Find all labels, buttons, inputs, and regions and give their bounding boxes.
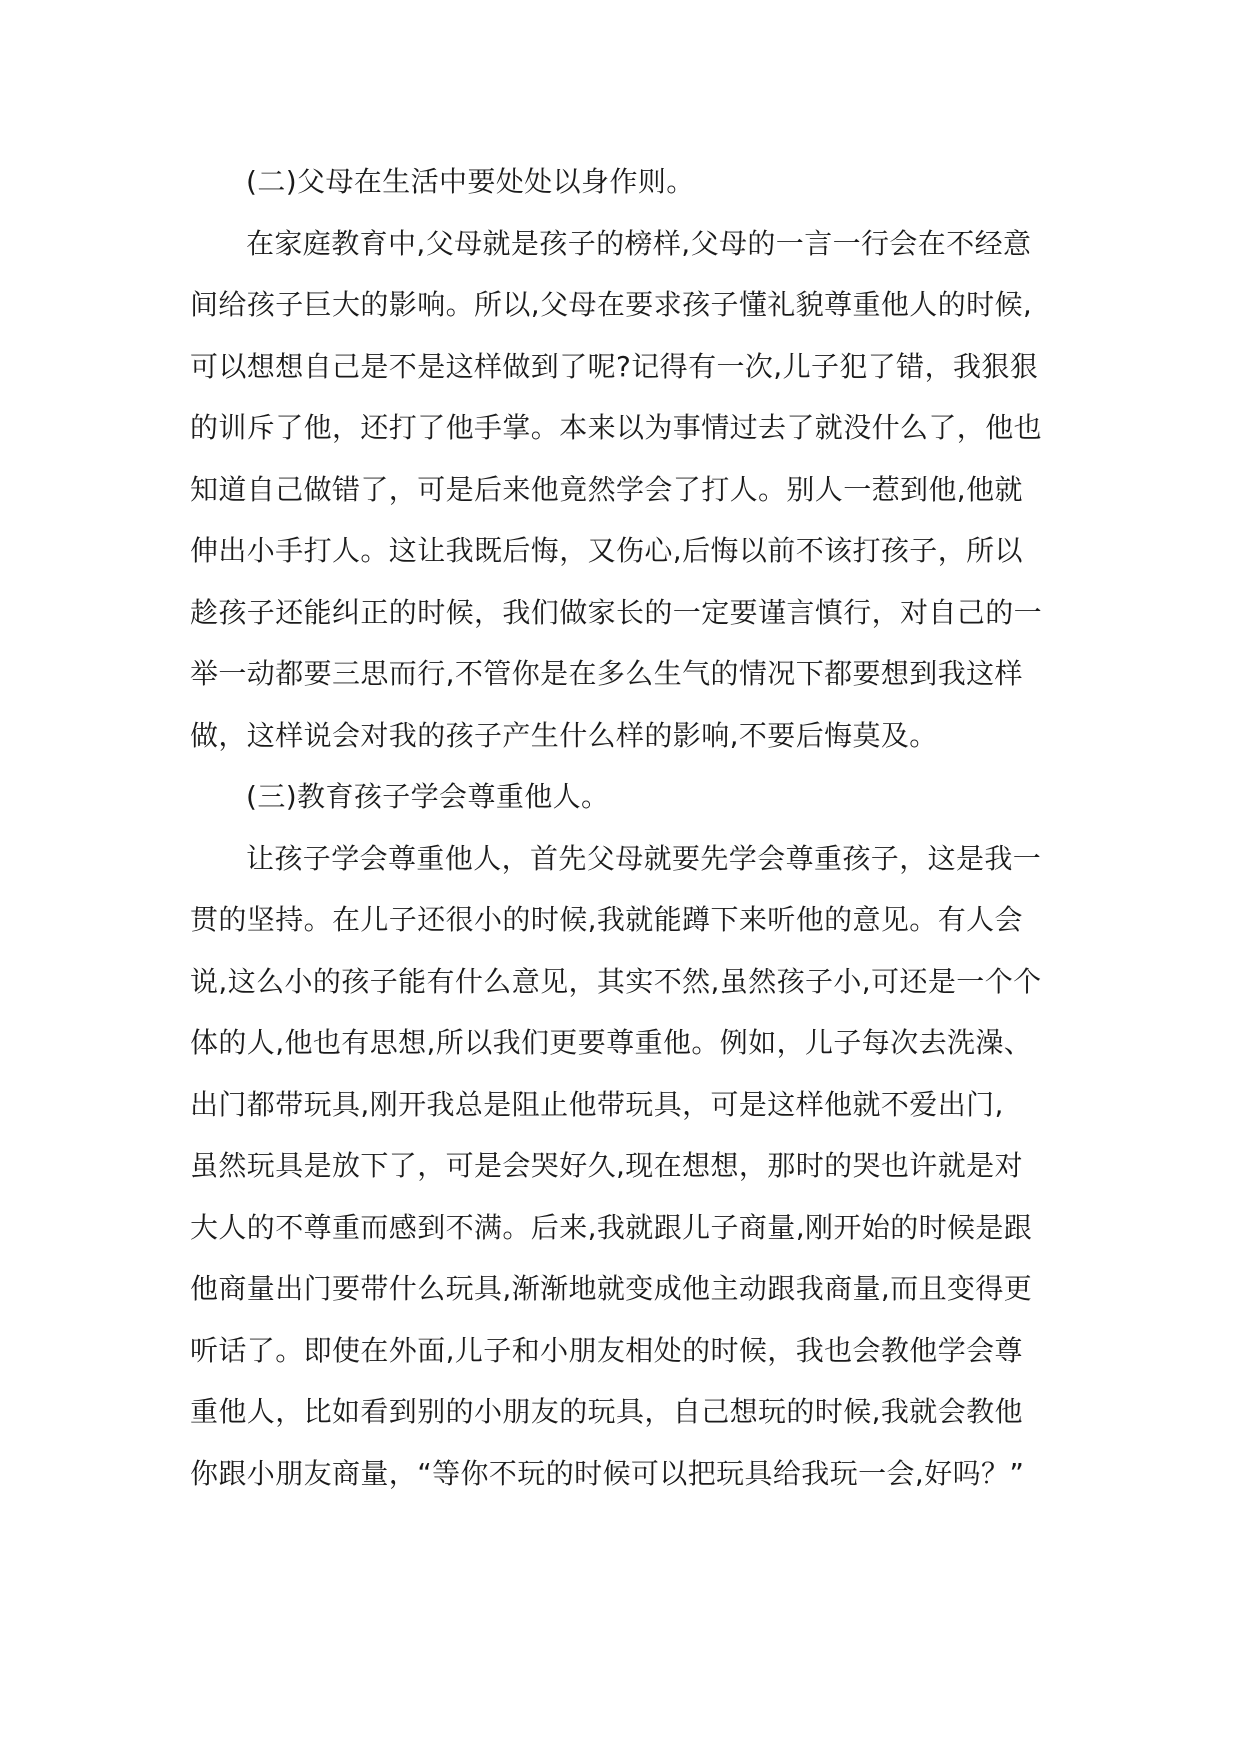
- paragraph-line: 让孩子学会尊重他人，首先父母就要先学会尊重孩子，这是我一: [246, 842, 1042, 875]
- paragraph-line: 贯的坚持。在儿子还很小的时候,我就能蹲下来听他的意见。有人会: [190, 903, 1023, 936]
- paragraph-line: 举一动都要三思而行,不管你是在多么生气的情况下都要想到我这样: [190, 657, 1023, 690]
- paragraph-line: 体的人,他也有思想,所以我们更要尊重他。例如，儿子每次去洗澡、: [190, 1026, 1033, 1059]
- heading-section-two: (二)父母在生活中要处处以身作则。: [246, 165, 695, 198]
- paragraph-line: 听话了。即使在外面,儿子和小朋友相处的时候，我也会教他学会尊: [190, 1334, 1023, 1367]
- paragraph-line: 伸出小手打人。这让我既后悔，又伤心,后悔以前不该打孩子，所以: [190, 534, 1023, 567]
- paragraph-line: 可以想想自己是不是这样做到了呢?记得有一次,儿子犯了错，我狠狠: [190, 350, 1039, 383]
- paragraph-line: 做，这样说会对我的孩子产生什么样的影响,不要后悔莫及。: [190, 719, 938, 752]
- paragraph-line: 重他人，比如看到别的小朋友的玩具，自己想玩的时候,我就会教他: [190, 1395, 1023, 1428]
- paragraph-line: 大人的不尊重而感到不满。后来,我就跟儿子商量,刚开始的时候是跟: [190, 1211, 1033, 1244]
- paragraph-line: 趁孩子还能纠正的时候，我们做家长的一定要谨言慎行，对自己的一: [190, 596, 1043, 629]
- paragraph-line: 在家庭教育中,父母就是孩子的榜样,父母的一言一行会在不经意: [246, 227, 1032, 260]
- heading-section-three: (三)教育孩子学会尊重他人。: [246, 780, 610, 813]
- paragraph-line: 间给孩子巨大的影响。所以,父母在要求孩子懂礼貌尊重他人的时候,: [190, 288, 1033, 321]
- paragraph-line: 你跟小朋友商量，“等你不玩的时候可以把玩具给我玩一会,好吗？”: [190, 1457, 1025, 1490]
- paragraph-line: 虽然玩具是放下了，可是会哭好久,现在想想，那时的哭也许就是对: [190, 1149, 1023, 1182]
- paragraph-line: 的训斥了他，还打了他手掌。本来以为事情过去了就没什么了，他也: [190, 411, 1043, 444]
- paragraph-line: 知道自己做错了，可是后来他竟然学会了打人。别人一惹到他,他就: [190, 473, 1023, 506]
- paragraph-line: 出门都带玩具,刚开我总是阻止他带玩具，可是这样他就不爱出门,: [190, 1088, 1004, 1121]
- paragraph-line: 他商量出门要带什么玩具,渐渐地就变成他主动跟我商量,而且变得更: [190, 1272, 1033, 1305]
- paragraph-line: 说,这么小的孩子能有什么意见，其实不然,虽然孩子小,可还是一个个: [190, 965, 1042, 998]
